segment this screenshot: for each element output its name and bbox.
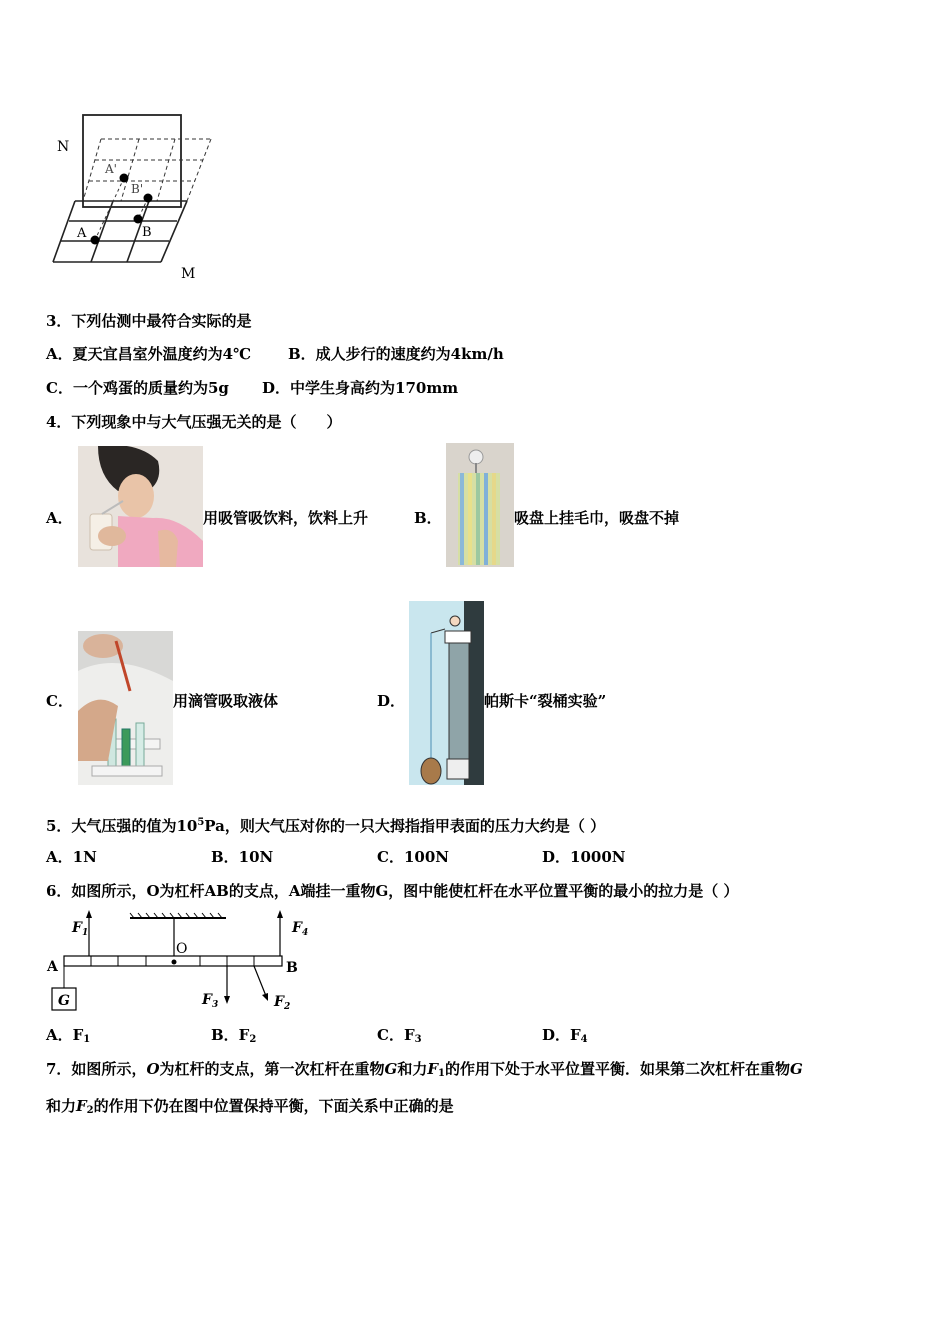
- lever-label-f1: $F_1$: [72, 920, 89, 938]
- mirror-grid-figure: [45, 105, 225, 285]
- q4-option-d-letter: D．: [377, 692, 406, 710]
- q4-option-d-text: 帕斯卡“裂桶实验”: [484, 692, 607, 710]
- lever-label-f4: $F_4$: [292, 920, 309, 938]
- q4-option-a-letter: A．: [46, 509, 73, 527]
- q4-stem: 4．下列现象中与大气压强无关的是（ ）: [46, 413, 342, 431]
- lever-label-o: O: [176, 941, 188, 957]
- q4-option-c-letter: C．: [46, 692, 73, 710]
- lever-figure: [44, 908, 324, 1018]
- label-n: N: [57, 139, 70, 155]
- label-b-prime: B': [131, 182, 144, 196]
- label-b: B: [142, 225, 152, 240]
- q4-option-b-letter: B．: [414, 509, 442, 527]
- q7-line-1: 7．如图所示，O为杠杆的支点，第一次杠杆在重物G和力$F_1$的作用下处于水平位置平衡．如果第二次杠杆在重物G: [46, 1060, 803, 1079]
- q4-option-b-text: 吸盘上挂毛巾，吸盘不掉: [514, 509, 680, 527]
- q6-option-b: B．$F_2$: [211, 1026, 257, 1045]
- q6-option-d: D．$F_4$: [542, 1026, 588, 1045]
- q4-option-c-text: 用滴管吸取液体: [173, 692, 279, 710]
- label-a: A: [77, 226, 87, 241]
- lever-label-f2: $F_2$: [274, 994, 291, 1012]
- lever-label-f3: $F_3$: [202, 992, 219, 1010]
- q7-line-2: 和力$F_2$的作用下仍在图中位置保持平衡，下面关系中正确的是: [46, 1097, 454, 1116]
- q3-option-a: A．夏天宜昌室外温度约为4℃: [46, 345, 252, 363]
- label-a-prime: A': [105, 162, 117, 176]
- q6-stem: 6．如图所示，O为杠杆AB的支点，A端挂一重物G，图中能使杠杆在水平位置平衡的最小的拉力是（ ）: [46, 882, 739, 900]
- q5-stem: 5．大气压强的值为$10^5Pa$，则大气压对你的一只大拇指指甲表面的压力大约是（ ）: [46, 817, 606, 835]
- drinking-straw-photo: [78, 446, 203, 567]
- q5-option-d: D．1000N: [542, 848, 626, 866]
- dropper-photo: [78, 631, 173, 785]
- q3-option-d: D．中学生身高约为170mm: [262, 379, 459, 397]
- q3-option-c: C．一个鸡蛋的质量约为5g: [46, 379, 229, 397]
- q6-option-a: A．$F_1$: [46, 1026, 91, 1045]
- q5-option-b: B．10N: [211, 848, 274, 866]
- lever-label-b: B: [286, 960, 298, 976]
- q4-option-a-text: 用吸管吸饮料，饮料上升: [203, 509, 369, 527]
- lever-label-a: A: [47, 959, 58, 975]
- suction-cup-towel-photo: [446, 443, 514, 567]
- q5-option-c: C．100N: [377, 848, 449, 866]
- q3-stem: 3．下列估测中最符合实际的是: [46, 312, 252, 330]
- label-m: M: [181, 266, 196, 282]
- q6-option-c: C．$F_3$: [377, 1026, 422, 1045]
- q5-option-a: A．1N: [46, 848, 97, 866]
- q3-option-b: B．成人步行的速度约为4km/h: [288, 345, 504, 363]
- pascal-barrel-illustration: [409, 601, 484, 785]
- lever-label-g: G: [58, 993, 70, 1009]
